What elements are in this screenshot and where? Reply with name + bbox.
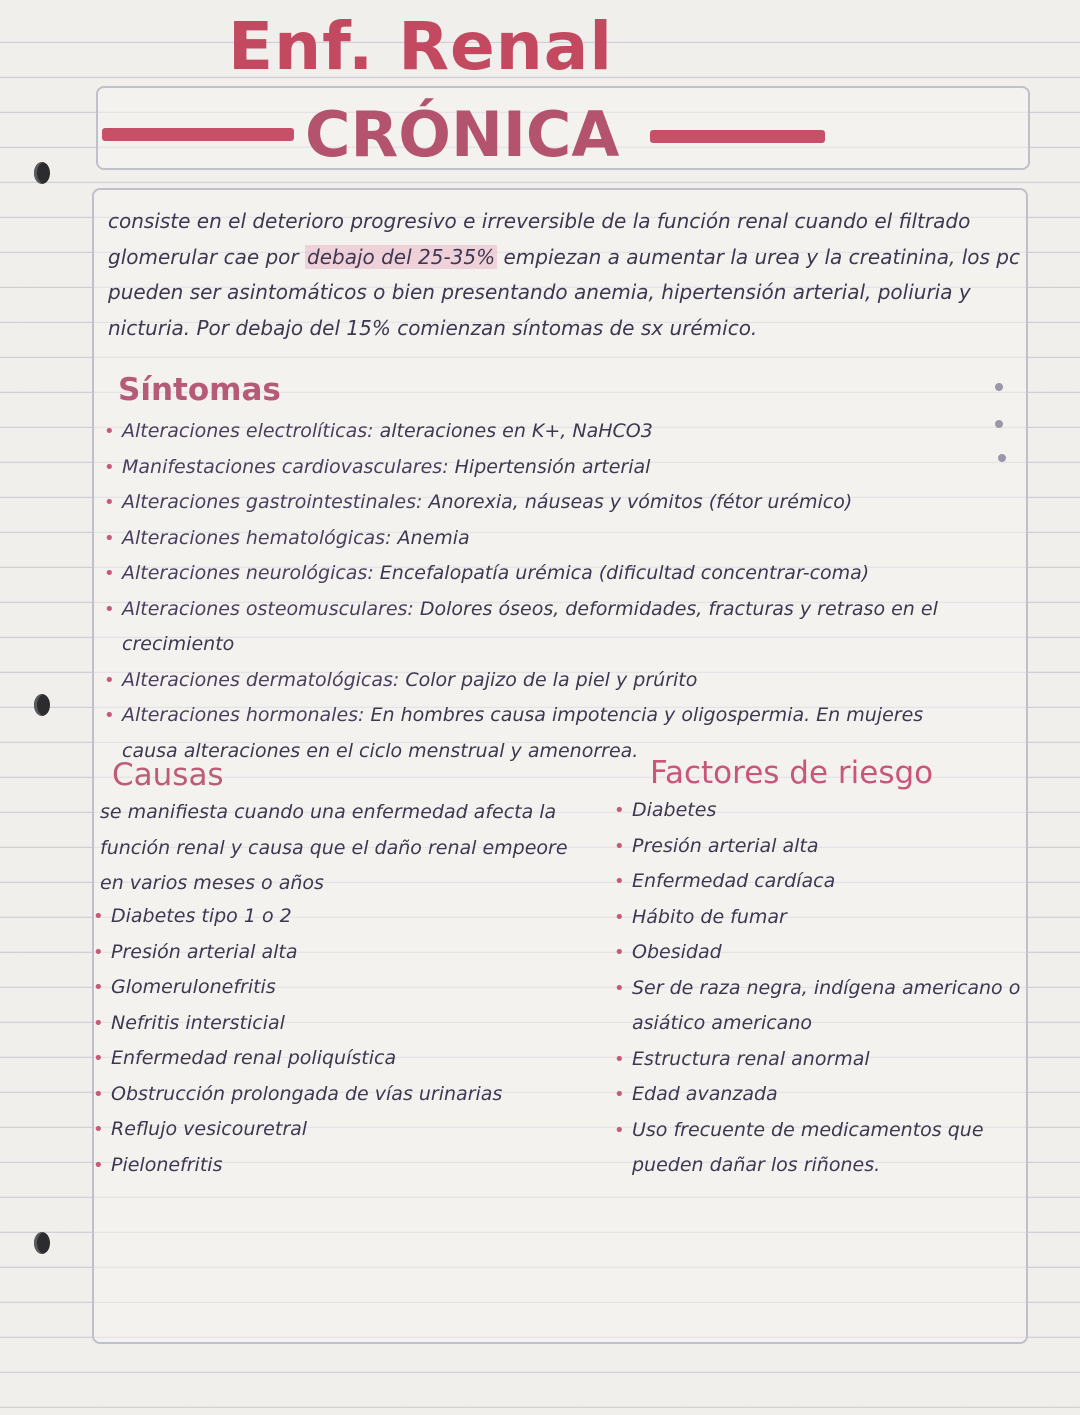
list-item — [93, 1041, 573, 1077]
item-text: Dolores óseos, deformidades, fracturas y retraso en el crecimiento — [122, 597, 938, 655]
list-item — [93, 899, 573, 935]
list-item — [104, 556, 1014, 592]
item-text: Color pajizo de la piel y prúrito — [399, 668, 698, 691]
bullet-icon: • — [93, 1012, 104, 1034]
list-item — [104, 450, 1014, 486]
item-text: Anorexia, náuseas y vómitos (fétor urémico) — [422, 491, 853, 513]
list-item — [104, 414, 1014, 450]
binder-hole-icon — [34, 1232, 50, 1254]
intro-text: consiste en el deterioro progresivo e irreversible de la función renal cuando el filtrado glomerular cae por — [108, 209, 971, 269]
bullet-icon: • — [614, 906, 625, 928]
list-item — [93, 1112, 573, 1148]
item-text: Diabetes tipo 1 o 2 — [111, 905, 292, 927]
list-item — [614, 1077, 1024, 1113]
bullet-icon: • — [93, 977, 104, 998]
bullet-icon: • — [93, 906, 104, 927]
list-item — [614, 971, 1024, 1042]
title-dash-left — [102, 128, 294, 141]
item-text: Encefalopatía urémica (dificultad concentrar-coma) — [373, 562, 870, 584]
bullet-icon: • — [104, 669, 115, 691]
item-text: Anemia — [391, 526, 470, 549]
binder-hole-icon — [34, 694, 50, 716]
sintomas-list — [104, 414, 1014, 769]
item-label: Alteraciones electrolíticas: — [122, 420, 374, 442]
item-label: Alteraciones dermatológicas: — [122, 668, 400, 691]
bullet-icon: • — [104, 563, 115, 584]
bullet-icon: • — [93, 1048, 104, 1069]
bullet-icon: • — [104, 705, 115, 726]
bullet-icon: • — [93, 1119, 104, 1140]
list-item — [93, 935, 573, 971]
item-text: Hipertensión arterial — [448, 455, 651, 478]
bullet-icon: • — [614, 1119, 625, 1141]
binder-hole-icon — [34, 162, 50, 184]
item-text: Hábito de fumar — [632, 905, 787, 928]
bullet-icon: • — [93, 1154, 104, 1176]
item-text: Nefritis intersticial — [111, 1011, 285, 1034]
bullet-icon: • — [104, 492, 115, 513]
item-label: Alteraciones hematológicas: — [122, 526, 392, 549]
item-text: Diabetes — [632, 799, 717, 821]
margin-dot — [995, 383, 1003, 391]
sintomas-heading: Síntomas — [118, 372, 281, 408]
list-item — [614, 829, 1024, 865]
item-label: Alteraciones neurológicas: — [122, 562, 374, 584]
item-text: En hombres causa impotencia y oligospermia. En mujeres causa alteraciones en el ciclo menstrual y amenorrea. — [122, 704, 924, 762]
bullet-icon: • — [104, 456, 115, 478]
item-label: Alteraciones gastrointestinales: — [122, 491, 423, 513]
bullet-icon: • — [93, 1083, 104, 1105]
page-title: Enf. Renal — [228, 8, 613, 85]
list-item — [614, 864, 1024, 900]
page-subtitle: CRÓNICA — [305, 98, 620, 171]
causas-heading: Causas — [112, 757, 224, 793]
factores-heading: Factores de riesgo — [650, 755, 934, 791]
bullet-icon: • — [614, 871, 625, 892]
item-text: Ser de raza negra, indígena americano o asiático americano — [632, 976, 1021, 1034]
item-text: Enfermedad cardíaca — [632, 870, 836, 892]
list-item — [614, 935, 1024, 971]
bullet-icon: • — [93, 941, 104, 963]
item-text: alteraciones en K+, NaHCO3 — [373, 420, 653, 442]
list-item — [93, 1148, 573, 1184]
item-text: Obstrucción prolongada de vías urinarias — [111, 1082, 503, 1105]
item-label: Manifestaciones cardiovasculares: — [122, 455, 449, 478]
item-text: Reflujo vesicouretral — [111, 1118, 308, 1140]
title-dash-right — [650, 130, 825, 143]
intro-highlight: debajo del 25-35% — [307, 244, 496, 269]
item-label: Alteraciones hormonales: — [122, 704, 365, 726]
item-text: Glomerulonefritis — [111, 976, 276, 998]
bullet-icon: • — [614, 977, 625, 999]
item-text: Presión arterial alta — [111, 940, 298, 963]
list-item — [104, 521, 1014, 557]
list-item — [614, 900, 1024, 936]
factores-list — [614, 793, 1024, 1184]
causas-list — [93, 899, 573, 1183]
list-item — [104, 592, 1014, 663]
bullet-icon: • — [614, 942, 625, 963]
bullet-icon: • — [614, 835, 625, 857]
list-item — [614, 1113, 1024, 1184]
bullet-icon: • — [104, 421, 115, 442]
item-text: Pielonefritis — [111, 1153, 223, 1176]
bullet-icon: • — [614, 1048, 625, 1070]
list-item — [93, 970, 573, 1006]
list-item — [93, 1077, 573, 1113]
list-item — [614, 793, 1024, 829]
intro-paragraph — [108, 204, 1023, 346]
list-item — [93, 1006, 573, 1042]
bullet-icon: • — [614, 800, 625, 821]
item-text: Obesidad — [632, 941, 722, 963]
item-text: Uso frecuente de medicamentos que pueden dañar los riñones. — [632, 1118, 984, 1176]
bullet-icon: • — [104, 527, 115, 549]
list-item — [614, 1042, 1024, 1078]
list-item — [104, 663, 1014, 699]
item-text: Enfermedad renal poliquística — [111, 1047, 397, 1069]
list-item — [104, 485, 1014, 521]
item-text: Presión arterial alta — [632, 834, 819, 857]
causas-description: se manifiesta cuando una enfermedad afecta la función renal y causa que el daño renal empeore en varios meses o años — [100, 801, 568, 894]
item-text: Estructura renal anormal — [632, 1047, 870, 1070]
item-text: Edad avanzada — [632, 1083, 778, 1105]
bullet-icon: • — [104, 598, 115, 620]
bullet-icon: • — [614, 1084, 625, 1105]
intro-text: empiezan a aumentar la urea y la creatinina, los pc pueden ser asintomáticos o bien presentando anemia, hipertensión arterial, poliuria y nicturia. Por debajo del 15% comienzan síntomas de sx urémico. — [108, 244, 1020, 340]
item-label: Alteraciones osteomusculares: — [122, 597, 414, 620]
